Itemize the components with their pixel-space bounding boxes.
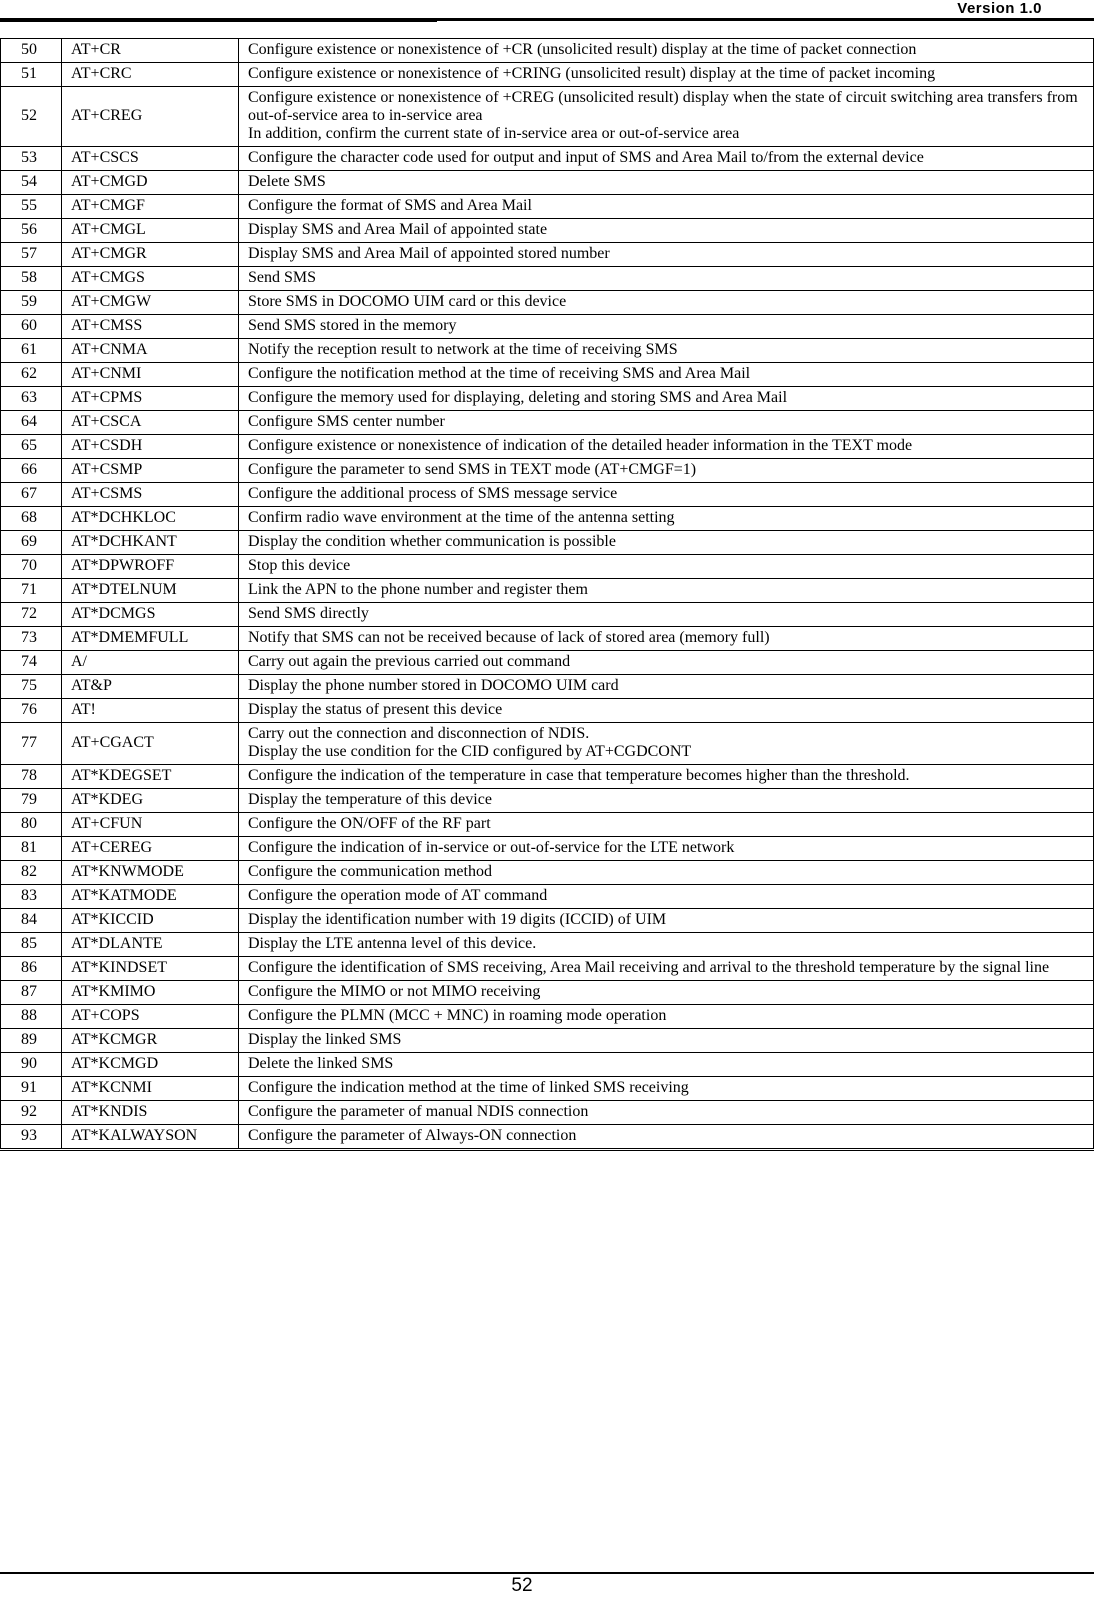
at-command-table-body	[1, 39, 1094, 1150]
table-row	[1, 291, 1094, 315]
command-name: AT*KCMGR	[62, 1029, 239, 1053]
row-number: 80	[1, 813, 62, 837]
row-number: 76	[1, 699, 62, 723]
row-number: 84	[1, 909, 62, 933]
command-name: AT*KINDSET	[62, 957, 239, 981]
command-description: Display the temperature of this device	[239, 789, 1094, 813]
command-description: Configure SMS center number	[239, 411, 1094, 435]
table-row	[1, 933, 1094, 957]
command-description: Configure the parameter to send SMS in TEXT mode (AT+CMGF=1)	[239, 459, 1094, 483]
command-description: Send SMS stored in the memory	[239, 315, 1094, 339]
table-row	[1, 507, 1094, 531]
command-description: Configure the parameter of Always-ON connection	[239, 1125, 1094, 1150]
table-row	[1, 909, 1094, 933]
command-description: Notify that SMS can not be received because of lack of stored area (memory full)	[239, 627, 1094, 651]
row-number: 90	[1, 1053, 62, 1077]
table-row	[1, 435, 1094, 459]
row-number: 60	[1, 315, 62, 339]
command-name: AT+CMGR	[62, 243, 239, 267]
table-row	[1, 411, 1094, 435]
table-row	[1, 651, 1094, 675]
command-name: AT*KDEG	[62, 789, 239, 813]
command-name: AT+CR	[62, 39, 239, 63]
command-name: AT*KICCID	[62, 909, 239, 933]
header-rule-accent	[0, 21, 437, 22]
command-description: Configure existence or nonexistence of indication of the detailed header information in the TEXT mode	[239, 435, 1094, 459]
row-number: 75	[1, 675, 62, 699]
row-number: 69	[1, 531, 62, 555]
row-number: 77	[1, 723, 62, 765]
command-description: Configure existence or nonexistence of +CR (unsolicited result) display at the time of packet connection	[239, 39, 1094, 63]
row-number: 51	[1, 63, 62, 87]
table-row	[1, 579, 1094, 603]
table-row	[1, 981, 1094, 1005]
command-description: Display SMS and Area Mail of appointed stored number	[239, 243, 1094, 267]
row-number: 56	[1, 219, 62, 243]
command-description: Carry out again the previous carried out command	[239, 651, 1094, 675]
command-name: AT+CNMI	[62, 363, 239, 387]
command-description: Display the LTE antenna level of this device.	[239, 933, 1094, 957]
table-row	[1, 219, 1094, 243]
command-name: AT+CREG	[62, 87, 239, 147]
table-row	[1, 267, 1094, 291]
table-row	[1, 1053, 1094, 1077]
row-number: 87	[1, 981, 62, 1005]
table-row	[1, 627, 1094, 651]
command-name: AT+CMGS	[62, 267, 239, 291]
command-description: Confirm radio wave environment at the time of the antenna setting	[239, 507, 1094, 531]
table-row	[1, 243, 1094, 267]
command-name: AT+CMGL	[62, 219, 239, 243]
command-description: Store SMS in DOCOMO UIM card or this device	[239, 291, 1094, 315]
table-row	[1, 531, 1094, 555]
command-name: AT*DCMGS	[62, 603, 239, 627]
row-number: 50	[1, 39, 62, 63]
row-number: 63	[1, 387, 62, 411]
command-description: Link the APN to the phone number and register them	[239, 579, 1094, 603]
row-number: 86	[1, 957, 62, 981]
table-row	[1, 387, 1094, 411]
at-command-table	[0, 38, 1094, 1151]
command-name: AT&P	[62, 675, 239, 699]
version-label: Version 1.0	[957, 0, 1042, 17]
table-row	[1, 1029, 1094, 1053]
command-name: AT+CSMP	[62, 459, 239, 483]
row-number: 88	[1, 1005, 62, 1029]
command-description: Configure the identification of SMS receiving, Area Mail receiving and arrival to the threshold temperature by the signal line	[239, 957, 1094, 981]
table-row	[1, 765, 1094, 789]
command-description: Configure the character code used for output and input of SMS and Area Mail to/from the external device	[239, 147, 1094, 171]
command-name: AT*KNWMODE	[62, 861, 239, 885]
command-name: AT+CRC	[62, 63, 239, 87]
command-description: Configure the indication of in-service or out-of-service for the LTE network	[239, 837, 1094, 861]
command-description: Display the status of present this device	[239, 699, 1094, 723]
command-description: Configure existence or nonexistence of +CRING (unsolicited result) display at the time of packet incoming	[239, 63, 1094, 87]
command-name: AT+CMGW	[62, 291, 239, 315]
command-description: Configure the additional process of SMS message service	[239, 483, 1094, 507]
command-name: AT*KDEGSET	[62, 765, 239, 789]
command-name: AT*KALWAYSON	[62, 1125, 239, 1150]
table-row	[1, 723, 1094, 765]
table-row	[1, 957, 1094, 981]
command-description: Display the linked SMS	[239, 1029, 1094, 1053]
command-name: AT+CMGF	[62, 195, 239, 219]
command-description: Configure the MIMO or not MIMO receiving	[239, 981, 1094, 1005]
table-row	[1, 195, 1094, 219]
row-number: 65	[1, 435, 62, 459]
row-number: 61	[1, 339, 62, 363]
row-number: 59	[1, 291, 62, 315]
table-row	[1, 1125, 1094, 1150]
command-description: Delete the linked SMS	[239, 1053, 1094, 1077]
command-description: Send SMS	[239, 267, 1094, 291]
command-description: Configure the indication method at the time of linked SMS receiving	[239, 1077, 1094, 1101]
table-row	[1, 1101, 1094, 1125]
table-row	[1, 171, 1094, 195]
command-description: Carry out the connection and disconnection of NDIS. Display the use condition for the CID configured by AT+CGDCONT	[239, 723, 1094, 765]
command-name: AT+CPMS	[62, 387, 239, 411]
row-number: 54	[1, 171, 62, 195]
command-description: Configure the parameter of manual NDIS connection	[239, 1101, 1094, 1125]
row-number: 71	[1, 579, 62, 603]
command-name: AT*KCNMI	[62, 1077, 239, 1101]
table-row	[1, 147, 1094, 171]
table-row	[1, 837, 1094, 861]
command-name: AT+CSCA	[62, 411, 239, 435]
command-name: AT+CSCS	[62, 147, 239, 171]
command-description: Notify the reception result to network at the time of receiving SMS	[239, 339, 1094, 363]
row-number: 66	[1, 459, 62, 483]
table-row	[1, 39, 1094, 63]
command-description: Send SMS directly	[239, 603, 1094, 627]
command-description: Configure the communication method	[239, 861, 1094, 885]
command-description: Configure the memory used for displaying, deleting and storing SMS and Area Mail	[239, 387, 1094, 411]
row-number: 79	[1, 789, 62, 813]
row-number: 70	[1, 555, 62, 579]
table-row	[1, 603, 1094, 627]
row-number: 83	[1, 885, 62, 909]
command-description: Display the identification number with 19 digits (ICCID) of UIM	[239, 909, 1094, 933]
row-number: 62	[1, 363, 62, 387]
row-number: 74	[1, 651, 62, 675]
command-name: AT+CNMA	[62, 339, 239, 363]
command-name: A/	[62, 651, 239, 675]
row-number: 57	[1, 243, 62, 267]
command-name: AT*KCMGD	[62, 1053, 239, 1077]
table-row	[1, 339, 1094, 363]
command-name: AT*DMEMFULL	[62, 627, 239, 651]
command-description: Configure the ON/OFF of the RF part	[239, 813, 1094, 837]
command-description: Configure the indication of the temperature in case that temperature becomes higher than the threshold.	[239, 765, 1094, 789]
command-name: AT+COPS	[62, 1005, 239, 1029]
table-row	[1, 1005, 1094, 1029]
table-row	[1, 885, 1094, 909]
table-row	[1, 813, 1094, 837]
row-number: 81	[1, 837, 62, 861]
page-number: 52	[511, 1575, 533, 1596]
footer-rule	[0, 1572, 1094, 1574]
command-description: Display the phone number stored in DOCOMO UIM card	[239, 675, 1094, 699]
table-row	[1, 363, 1094, 387]
row-number: 89	[1, 1029, 62, 1053]
table-row	[1, 699, 1094, 723]
row-number: 55	[1, 195, 62, 219]
command-name: AT+CSMS	[62, 483, 239, 507]
table-row	[1, 63, 1094, 87]
command-name: AT+CSDH	[62, 435, 239, 459]
row-number: 72	[1, 603, 62, 627]
command-name: AT*KMIMO	[62, 981, 239, 1005]
row-number: 64	[1, 411, 62, 435]
table-row	[1, 675, 1094, 699]
command-name: AT*KNDIS	[62, 1101, 239, 1125]
command-description: Configure the notification method at the time of receiving SMS and Area Mail	[239, 363, 1094, 387]
table-row	[1, 459, 1094, 483]
row-number: 85	[1, 933, 62, 957]
table-row	[1, 87, 1094, 147]
row-number: 68	[1, 507, 62, 531]
row-number: 52	[1, 87, 62, 147]
command-name: AT+CGACT	[62, 723, 239, 765]
row-number: 78	[1, 765, 62, 789]
row-number: 53	[1, 147, 62, 171]
command-name: AT+CFUN	[62, 813, 239, 837]
row-number: 92	[1, 1101, 62, 1125]
command-description: Configure the PLMN (MCC + MNC) in roaming mode operation	[239, 1005, 1094, 1029]
command-name: AT*DPWROFF	[62, 555, 239, 579]
table-row	[1, 483, 1094, 507]
command-description: Configure existence or nonexistence of +CREG (unsolicited result) display when the state of circuit switching area transfers from out-of-service area to in-service area In addition, confirm the current state of in-service area or out-of-service area	[239, 87, 1094, 147]
row-number: 67	[1, 483, 62, 507]
command-name: AT*DTELNUM	[62, 579, 239, 603]
row-number: 91	[1, 1077, 62, 1101]
command-name: AT*DCHKANT	[62, 531, 239, 555]
row-number: 82	[1, 861, 62, 885]
row-number: 73	[1, 627, 62, 651]
command-name: AT+CMGD	[62, 171, 239, 195]
command-description: Configure the operation mode of AT command	[239, 885, 1094, 909]
table-row	[1, 555, 1094, 579]
command-name: AT*DLANTE	[62, 933, 239, 957]
table-row	[1, 1077, 1094, 1101]
command-description: Display the condition whether communication is possible	[239, 531, 1094, 555]
command-description: Display SMS and Area Mail of appointed state	[239, 219, 1094, 243]
row-number: 58	[1, 267, 62, 291]
table-row	[1, 315, 1094, 339]
command-description: Stop this device	[239, 555, 1094, 579]
table-row	[1, 861, 1094, 885]
command-description: Delete SMS	[239, 171, 1094, 195]
command-name: AT+CEREG	[62, 837, 239, 861]
command-name: AT*DCHKLOC	[62, 507, 239, 531]
row-number: 93	[1, 1125, 62, 1150]
command-name: AT!	[62, 699, 239, 723]
command-description: Configure the format of SMS and Area Mail	[239, 195, 1094, 219]
command-name: AT*KATMODE	[62, 885, 239, 909]
table-row	[1, 789, 1094, 813]
command-name: AT+CMSS	[62, 315, 239, 339]
